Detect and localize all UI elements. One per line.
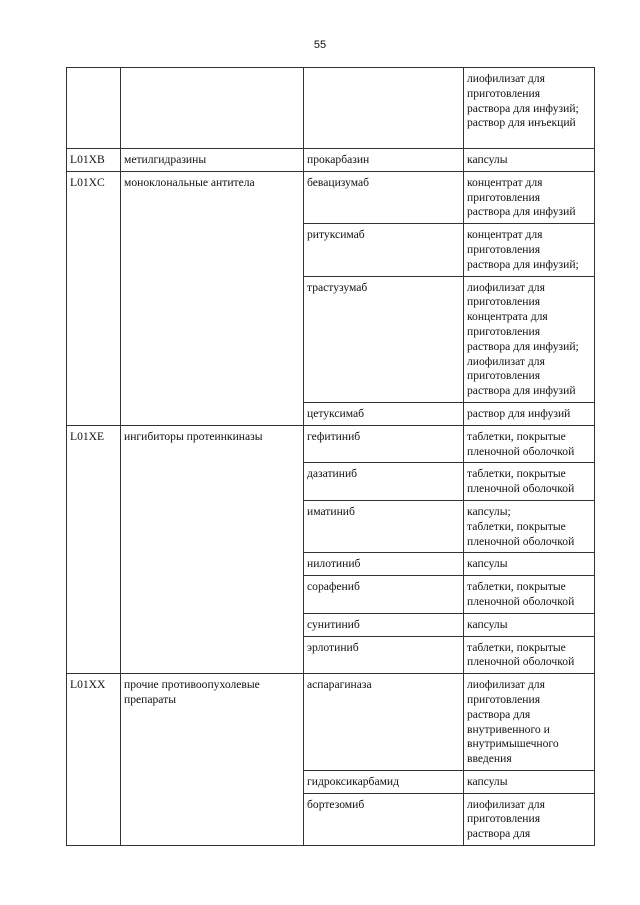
atc-code-cell [67,68,121,149]
dosage-form-cell: раствор для инфузий [464,402,595,425]
dosage-form-cell: капсулы [464,149,595,172]
drug-name-cell: бевацизумаб [304,171,464,223]
dosage-form-cell: капсулы [464,613,595,636]
table-row [67,149,595,172]
table-row [67,68,595,149]
dosage-form-cell: капсулы; таблетки, покрытые пленочной оболочкой [464,500,595,552]
drug-table [66,67,595,846]
dosage-form-cell: капсулы [464,553,595,576]
drug-name-cell: бортезомиб [304,793,464,845]
atc-code-cell: L01XC [67,171,121,425]
dosage-form-cell: концентрат для приготовления раствора для инфузий [464,171,595,223]
dosage-form-cell: капсулы [464,770,595,793]
dosage-form-cell: лиофилизат для приготовления концентрата для приготовления раствора для инфузий; лиофилизат для приготовления раствора для инфузий [464,276,595,402]
atc-code-cell: L01XB [67,149,121,172]
drug-name-cell: трастузумаб [304,276,464,402]
drug-name-cell: сунитиниб [304,613,464,636]
page-number: 55 [313,39,327,51]
dosage-form-cell: лиофилизат для приготовления раствора для [464,793,595,845]
group-name-cell: прочие противоопухолевые препараты [121,674,304,846]
dosage-form-cell: лиофилизат для приготовления раствора для внутривенного и внутримышечного введения [464,674,595,771]
group-name-cell: моноклональные антитела [121,171,304,425]
table-row [67,171,595,223]
dosage-form-cell: таблетки, покрытые пленочной оболочкой [464,636,595,674]
dosage-form-cell: таблетки, покрытые пленочной оболочкой [464,576,595,614]
drug-name-cell: гидроксикарбамид [304,770,464,793]
drug-name-cell: аспарагиназа [304,674,464,771]
drug-name-cell: эрлотиниб [304,636,464,674]
dosage-form-cell: таблетки, покрытые пленочной оболочкой [464,463,595,501]
drug-name-cell: нилотиниб [304,553,464,576]
dosage-form-cell: концентрат для приготовления раствора для инфузий; [464,224,595,276]
drug-name-cell: прокарбазин [304,149,464,172]
atc-code-cell: L01XX [67,674,121,846]
drug-name-cell: иматиниб [304,500,464,552]
drug-name-cell: сорафениб [304,576,464,614]
group-name-cell: ингибиторы протеинкиназы [121,425,304,673]
table-row [67,425,595,463]
drug-name-cell: гефитиниб [304,425,464,463]
drug-name-cell: ритуксимаб [304,224,464,276]
atc-code-cell: L01XE [67,425,121,673]
drug-name-cell [304,68,464,149]
dosage-form-cell: лиофилизат для приготовления раствора для инфузий; раствор для инъекций [464,68,595,149]
table-row [67,674,595,771]
group-name-cell [121,68,304,149]
drug-name-cell: дазатиниб [304,463,464,501]
group-name-cell: метилгидразины [121,149,304,172]
dosage-form-cell: таблетки, покрытые пленочной оболочкой [464,425,595,463]
drug-name-cell: цетуксимаб [304,402,464,425]
